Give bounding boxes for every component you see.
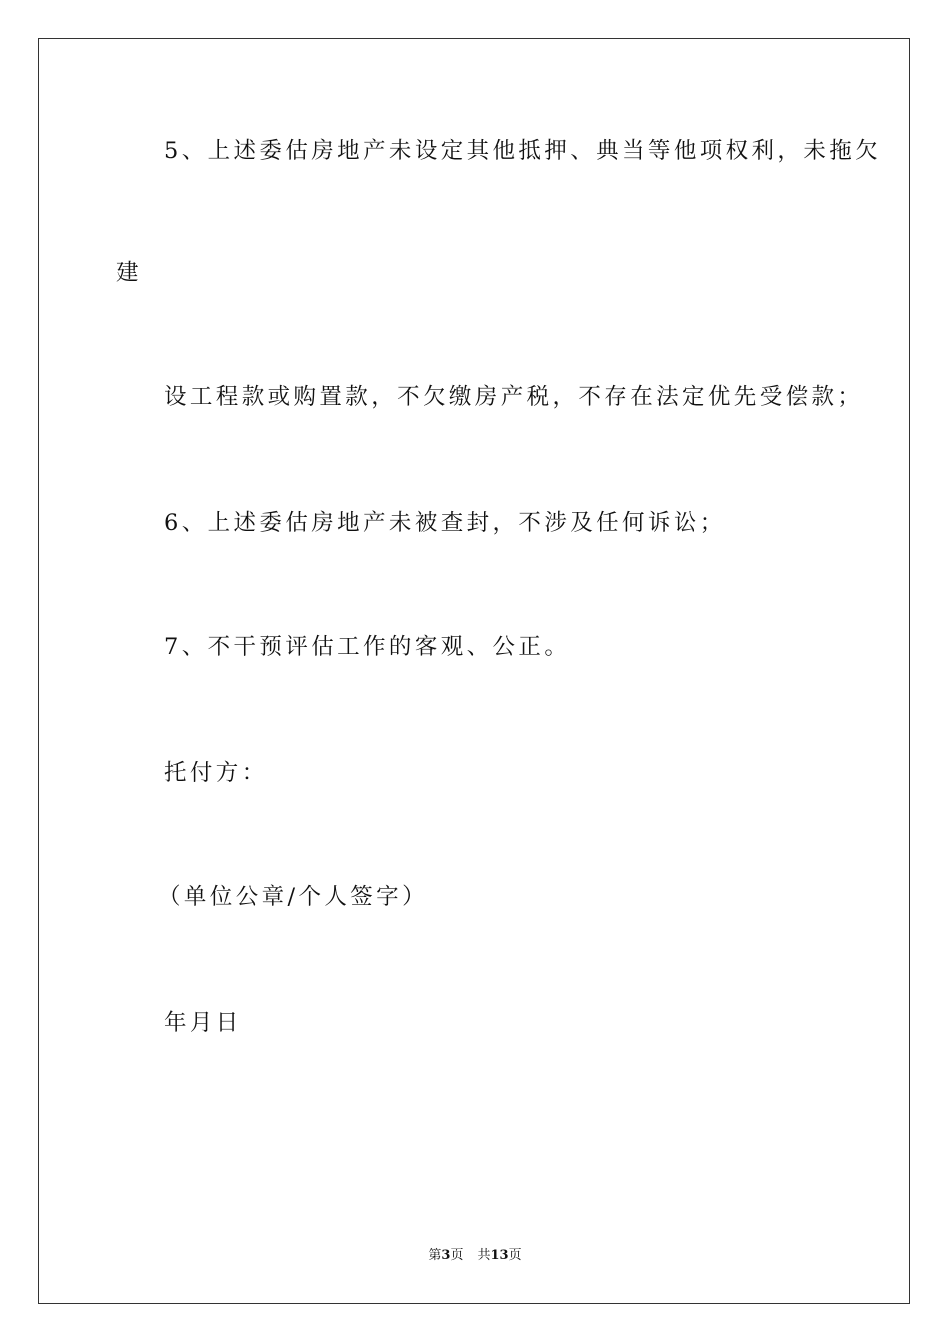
seal-signature-note: （单位公章/个人签字） [158, 884, 428, 910]
total-pages: 13 [490, 1248, 509, 1263]
date-line: 年月日 [164, 1010, 242, 1036]
page-suffix: 页 [450, 1248, 464, 1263]
clause-5-line-3: 设工程款或购置款，不欠缴房产税，不存在法定优先受偿款； [164, 384, 864, 410]
page-number: 3 [441, 1248, 451, 1263]
total-prefix: 共 [477, 1248, 491, 1263]
page-border [38, 38, 910, 1304]
clause-5-line-1: 5、上述委估房地产未设定其他抵押、典当等他项权利，未拖欠 [164, 138, 882, 164]
clause-7: 7、不干预评估工作的客观、公正。 [164, 634, 571, 660]
page-footer [0, 1249, 950, 1262]
page-prefix: 第 [428, 1248, 442, 1263]
clause-5-line-2: 建 [116, 260, 142, 286]
entrusting-party-label: 托付方： [164, 760, 268, 786]
clause-6: 6、上述委估房地产未被查封，不涉及任何诉讼； [164, 510, 726, 536]
total-suffix: 页 [508, 1248, 522, 1263]
